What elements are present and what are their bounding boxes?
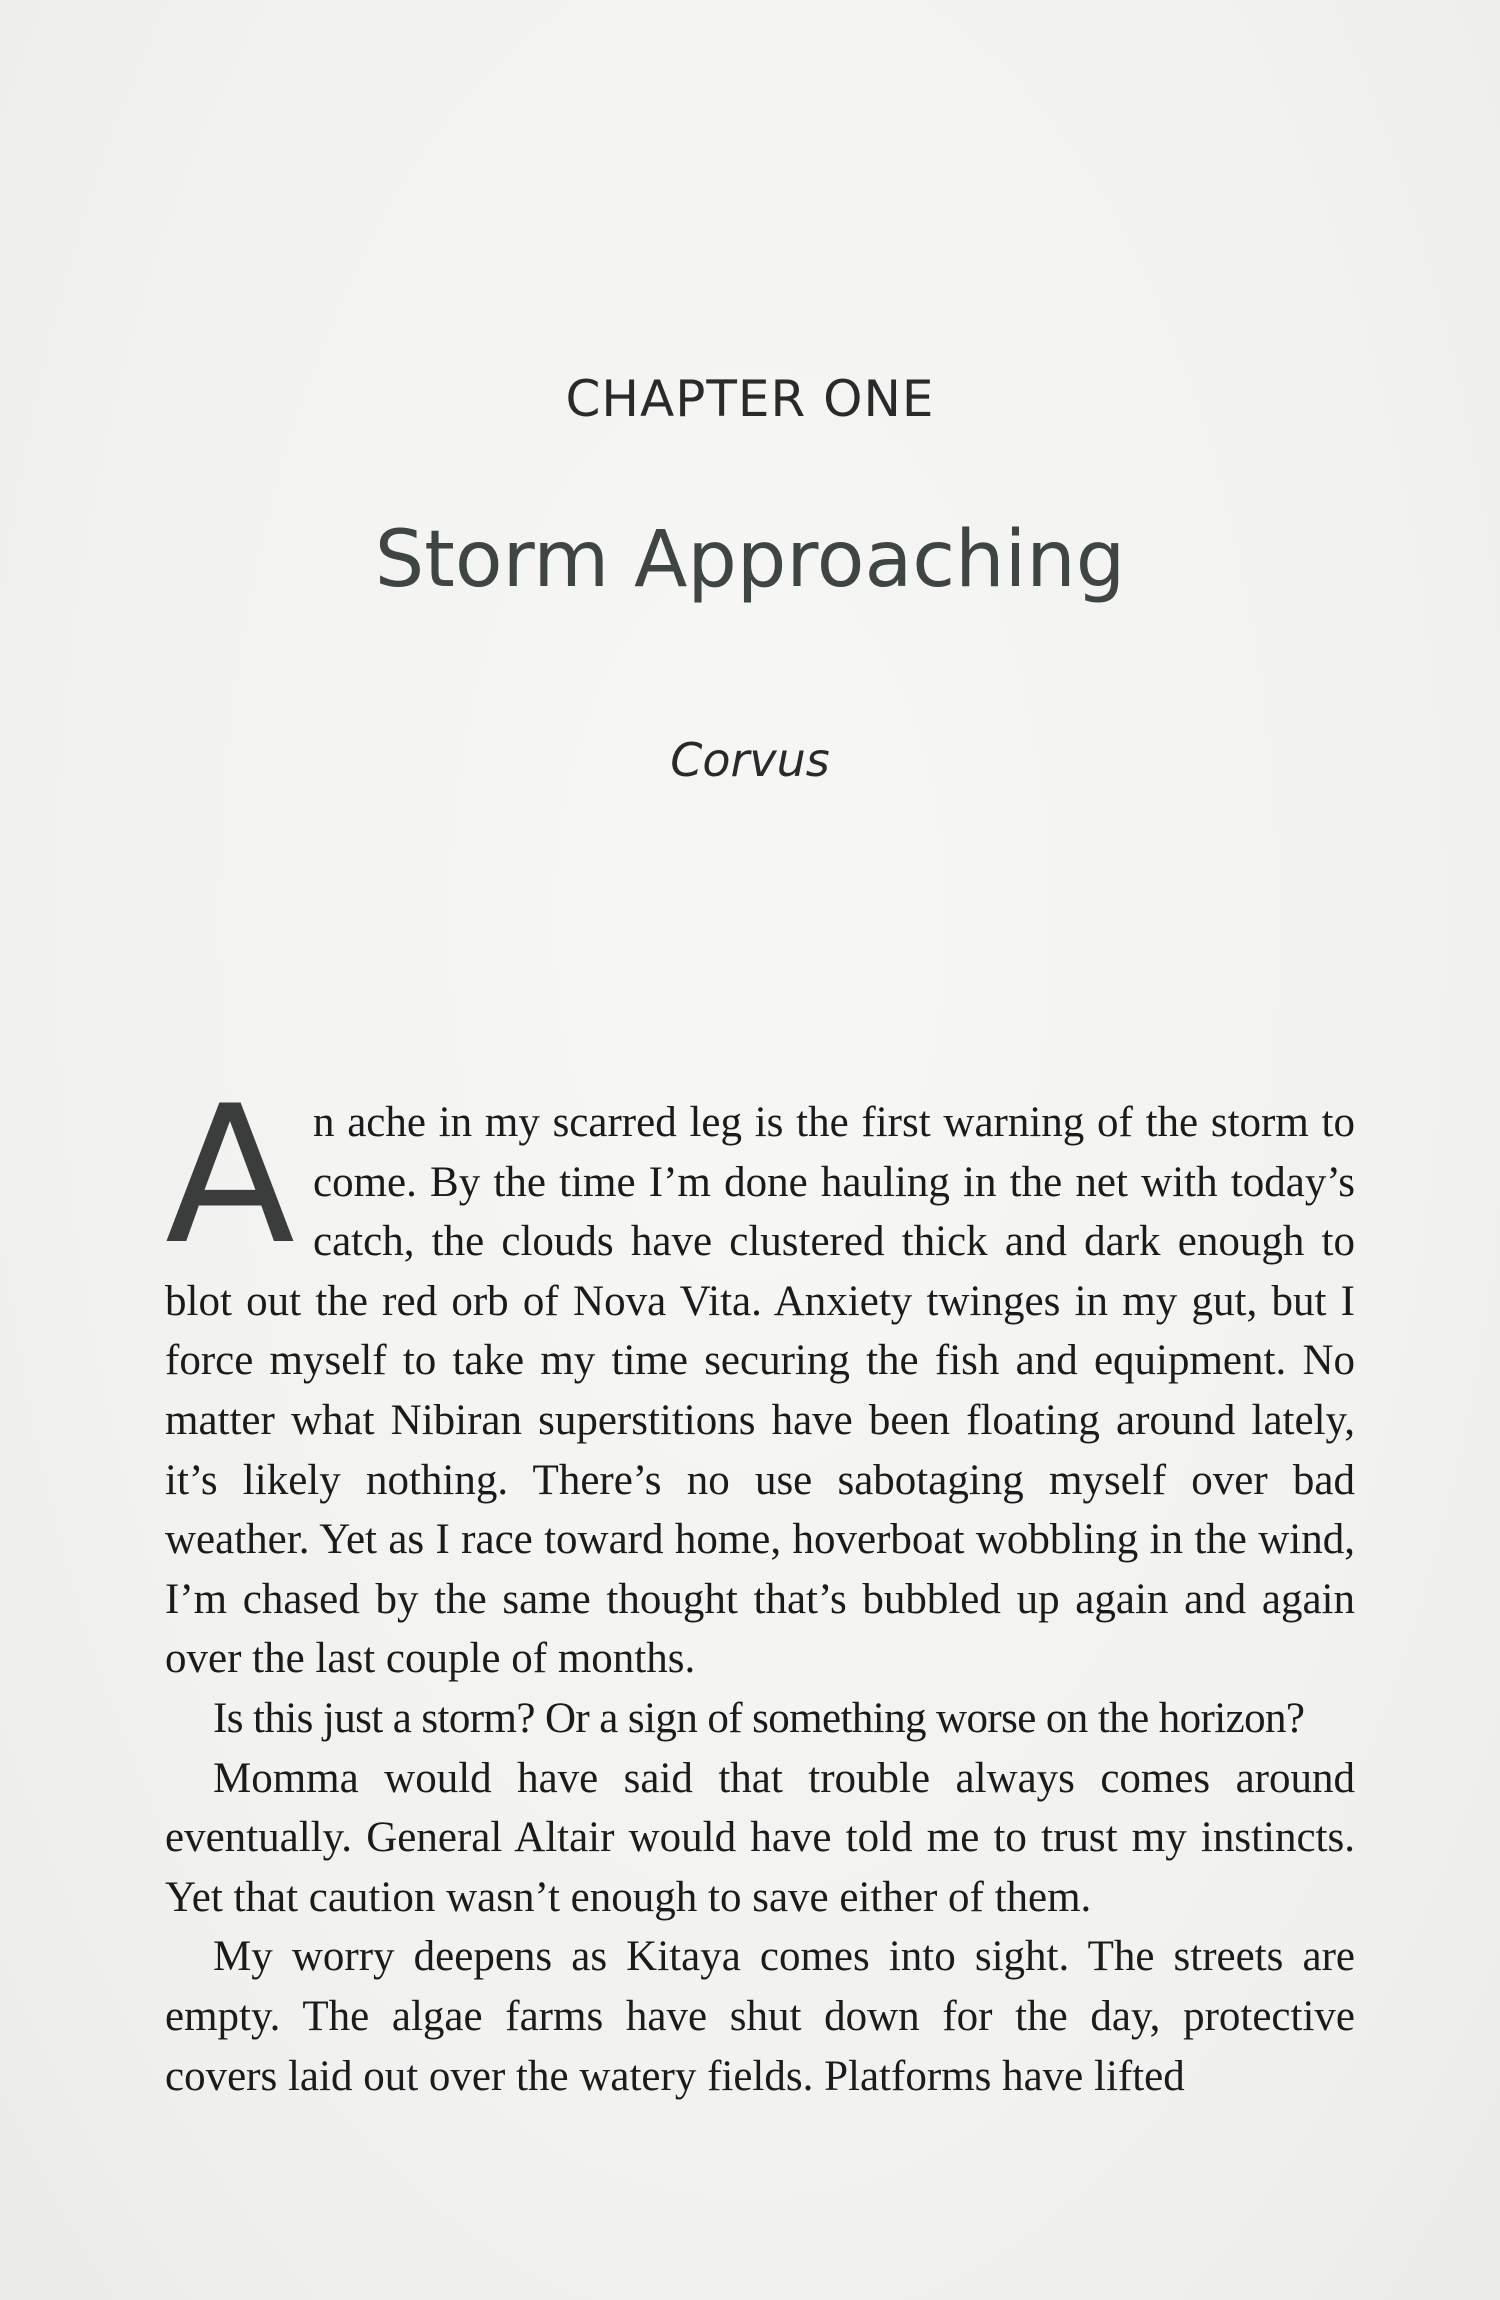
narrator-name: Corvus (670, 733, 830, 787)
paragraph-4: My worry deepens as Kitaya comes into sight. The streets are empty. The algae farms have shut down for the day, protective covers laid out over the watery fields. Platforms have lifted (165, 1933, 1355, 2100)
chapter-body (165, 1065, 1355, 2106)
paragraph-1-text: n ache in my scarred leg is the first warning of the storm to come. By the time I’m done hauling in the net with today’s catch, the clouds have clustered thick and dark enough to blot out the red orb of Nova Vita. Anxiety twinges in my gut, but I force myself to take my time securing the fish and equipment. No matter what Nibiran superstitions have been floating around lately, it’s likely nothing. There’s no use sabotaging myself over bad weather. Yet as I race toward home, hoverboat wobbling in the wind, I’m chased by the same thought that’s bubbled up again and again over the last couple of months. (165, 1099, 1355, 1683)
drop-cap: A (165, 1065, 295, 1286)
chapter-title: Storm Approaching (374, 515, 1126, 605)
paragraph-3: Momma would have said that trouble always comes around eventually. General Altair would have told me to trust my instincts. Yet that caution wasn’t enough to save either of them. (165, 1754, 1355, 1921)
paragraph-2: Is this just a storm? Or a sign of something worse on the horizon? (213, 1694, 1305, 1742)
paragraph-1 (165, 1065, 1355, 1689)
chapter-number: CHAPTER ONE (565, 370, 935, 428)
